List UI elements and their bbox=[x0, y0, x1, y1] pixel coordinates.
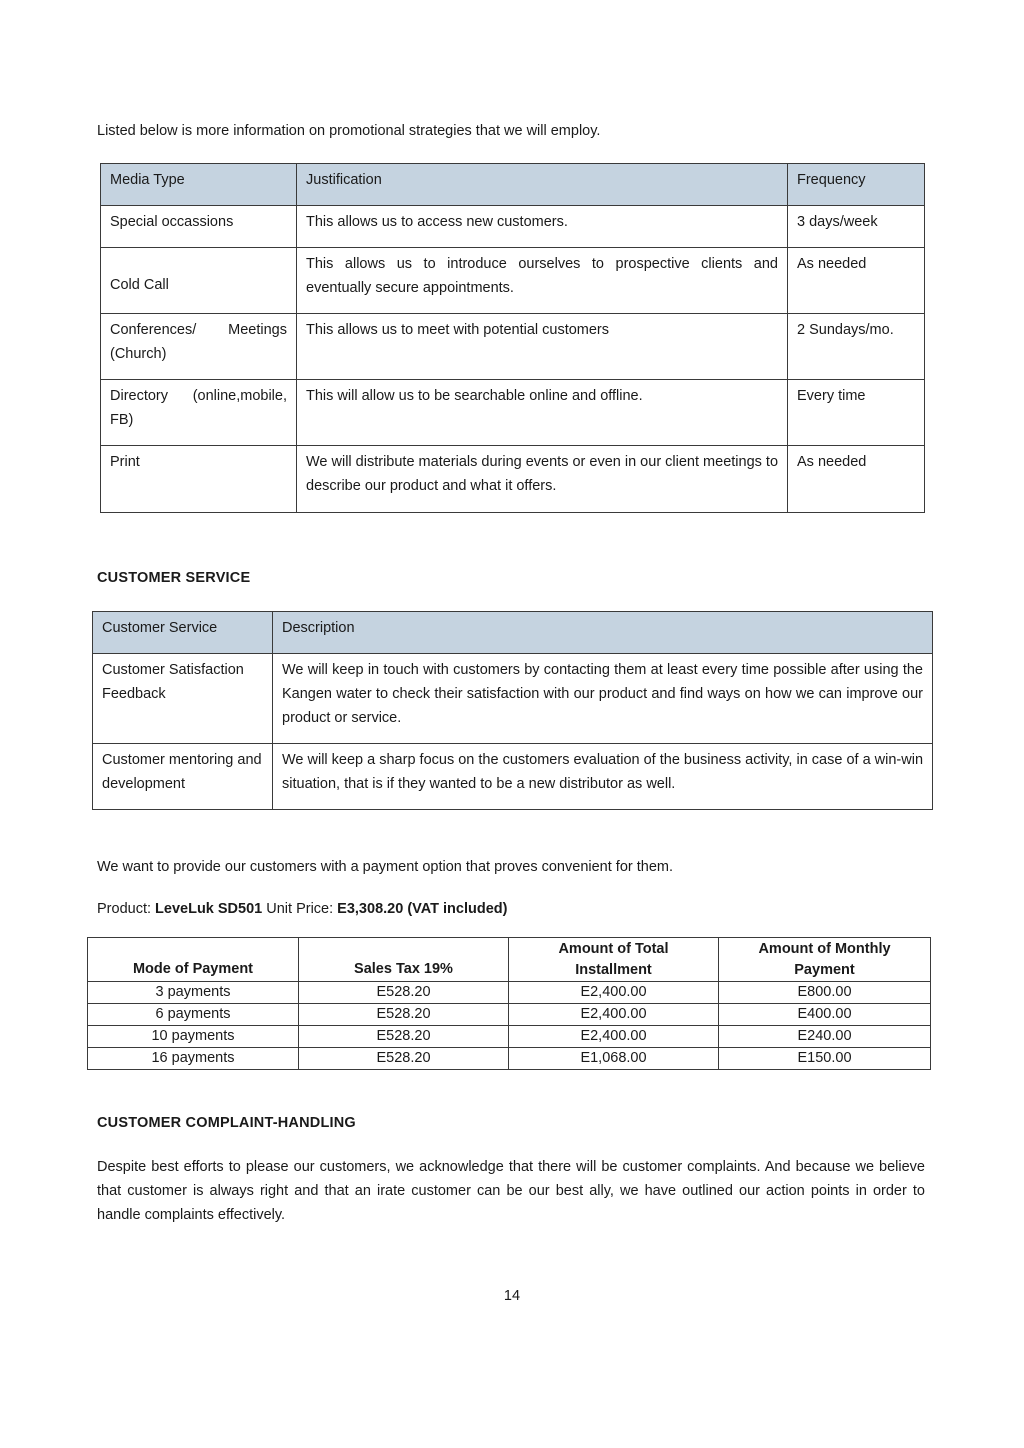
media-type-cell: Print bbox=[101, 446, 297, 513]
media-type-cell: Special occassions bbox=[101, 206, 297, 248]
complaint-handling-heading: CUSTOMER COMPLAINT-HANDLING bbox=[97, 1115, 356, 1131]
table-row bbox=[88, 1004, 931, 1026]
total-installment-cell: E2,400.00 bbox=[509, 1026, 719, 1048]
frequency-cell: Every time bbox=[788, 380, 925, 446]
media-type-cell: Cold Call bbox=[101, 248, 297, 314]
table-row bbox=[88, 982, 931, 1004]
table-row bbox=[101, 248, 925, 314]
header-total-installment: Amount of Total Installment bbox=[509, 938, 719, 982]
header-mode-of-payment: Mode of Payment bbox=[88, 938, 299, 982]
description-cell: We will keep a sharp focus on the customers evaluation of the business activity, in case of a win-win situation, that is if they wanted to be a new distributor as well. bbox=[273, 744, 933, 810]
header-monthly-payment: Amount of Monthly Payment bbox=[719, 938, 931, 982]
product-label: Product: bbox=[97, 901, 156, 917]
header-media-type: Media Type bbox=[101, 164, 297, 206]
monthly-payment-cell: E240.00 bbox=[719, 1026, 931, 1048]
monthly-payment-cell: E400.00 bbox=[719, 1004, 931, 1026]
justification-cell: We will distribute materials during events or even in our client meetings to describe our product and what it offers. bbox=[297, 446, 788, 513]
header-customer-service: Customer Service bbox=[93, 612, 273, 654]
sales-tax-cell: E528.20 bbox=[299, 982, 509, 1004]
frequency-cell: As needed bbox=[788, 248, 925, 314]
mode-cell: 6 payments bbox=[88, 1004, 299, 1026]
total-installment-cell: E2,400.00 bbox=[509, 1004, 719, 1026]
table-row bbox=[101, 380, 925, 446]
table-header-row bbox=[88, 938, 931, 982]
total-installment-cell: E2,400.00 bbox=[509, 982, 719, 1004]
justification-cell: This allows us to introduce ourselves to prospective clients and eventually secure appointments. bbox=[297, 248, 788, 314]
complaint-handling-text: Despite best efforts to please our customers, we acknowledge that there will be customer complaints. And because we believe that customer is always right and that an irate customer can be our best ally, we have outlined our action points in order to handle complaints effectively. bbox=[97, 1159, 925, 1223]
promotional-strategies-table bbox=[100, 163, 925, 513]
header-sales-tax: Sales Tax 19% bbox=[299, 938, 509, 982]
frequency-cell: 2 Sundays/mo. bbox=[788, 314, 925, 380]
header-justification: Justification bbox=[297, 164, 788, 206]
header-frequency: Frequency bbox=[788, 164, 925, 206]
price-label: Unit Price: bbox=[262, 901, 338, 917]
service-cell: Customer mentoring and development bbox=[93, 744, 273, 810]
mode-cell: 3 payments bbox=[88, 982, 299, 1004]
monthly-payment-cell: E800.00 bbox=[719, 982, 931, 1004]
total-installment-cell: E1,068.00 bbox=[509, 1048, 719, 1070]
service-cell: Customer Satisfaction Feedback bbox=[93, 654, 273, 744]
table-row bbox=[88, 1048, 931, 1070]
table-header-row bbox=[93, 612, 933, 654]
monthly-payment-cell: E150.00 bbox=[719, 1048, 931, 1070]
media-type-cell: Directory (online,mobile, FB) bbox=[101, 380, 297, 446]
payment-table bbox=[87, 937, 931, 1070]
table-row bbox=[93, 744, 933, 810]
justification-cell: This allows us to access new customers. bbox=[297, 206, 788, 248]
header-description: Description bbox=[273, 612, 933, 654]
table-row bbox=[101, 314, 925, 380]
unit-price: E3,308.20 (VAT included) bbox=[337, 901, 508, 917]
customer-service-table bbox=[92, 611, 933, 810]
frequency-cell: 3 days/week bbox=[788, 206, 925, 248]
table-header-row bbox=[101, 164, 925, 206]
payment-intro: We want to provide our customers with a payment option that proves convenient for them. bbox=[97, 859, 673, 875]
table-row bbox=[93, 654, 933, 744]
sales-tax-cell: E528.20 bbox=[299, 1026, 509, 1048]
intro-text: Listed below is more information on promotional strategies that we will employ. bbox=[97, 123, 601, 139]
frequency-cell: As needed bbox=[788, 446, 925, 513]
table-row bbox=[101, 206, 925, 248]
sales-tax-cell: E528.20 bbox=[299, 1048, 509, 1070]
justification-cell: This allows us to meet with potential customers bbox=[297, 314, 788, 380]
sales-tax-cell: E528.20 bbox=[299, 1004, 509, 1026]
mode-cell: 16 payments bbox=[88, 1048, 299, 1070]
media-type-cell: Conferences/ Meetings (Church) bbox=[101, 314, 297, 380]
page-number: 14 bbox=[503, 1288, 521, 1304]
customer-service-heading: CUSTOMER SERVICE bbox=[97, 570, 251, 586]
justification-cell: This will allow us to be searchable online and offline. bbox=[297, 380, 788, 446]
product-name: LeveLuk SD501 bbox=[155, 901, 263, 917]
table-row bbox=[88, 1026, 931, 1048]
table-row bbox=[101, 446, 925, 513]
mode-cell: 10 payments bbox=[88, 1026, 299, 1048]
description-cell: We will keep in touch with customers by contacting them at least every time possible after using the Kangen water to check their satisfaction with our product and find ways on how we can improve our product or service. bbox=[273, 654, 933, 744]
product-line bbox=[97, 897, 507, 921]
